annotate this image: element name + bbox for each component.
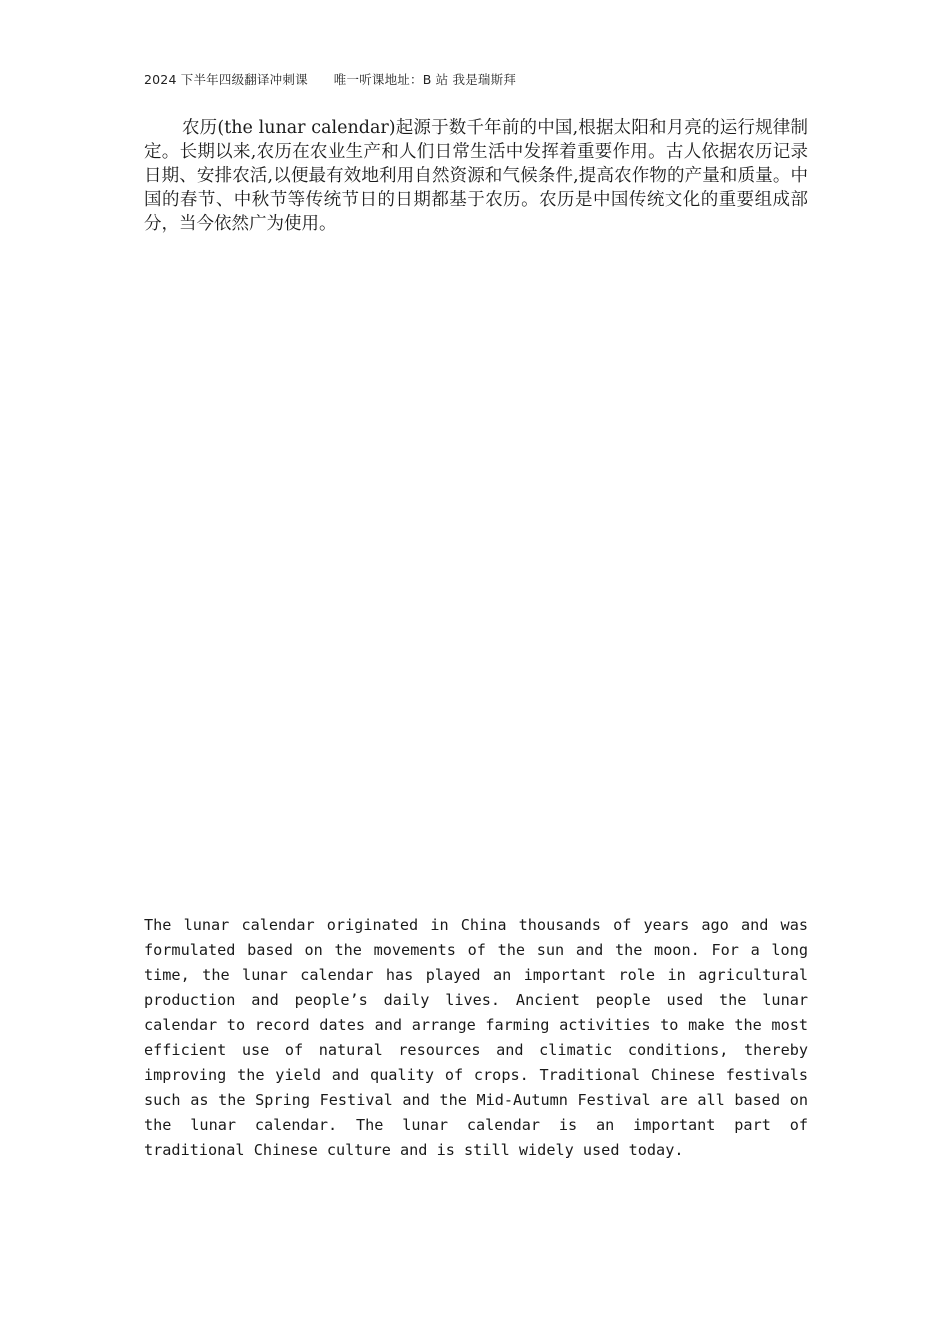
course-title: 2024 下半年四级翻译冲刺课 — [144, 72, 308, 87]
english-translation: The lunar calendar originated in China thousands of years ago and was formulated based on the movements of the sun and the moon. For a long time, the lunar calendar has played an important role in agricultural production and people’s daily lives. Ancient people used the lunar calendar to record dates and arrange farming activities to make the most efficient use of natural resources and climatic conditions, thereby improving the yield and quality of crops. Traditional Chinese festivals such as the Spring Festival and the Mid-Autumn Festival are all based on the lunar calendar. The lunar calendar is an important part of traditional Chinese culture and is still widely used today. — [144, 916, 808, 1159]
chinese-passage: 农历(the lunar calendar)起源于数千年前的中国,根据太阳和月亮的运行规律制定。长期以来,农历在农业生产和人们日常生活中发挥着重要作用。古人依据农历记录日期、安排农活,以便最有效地利用自然资源和气候条件,提高农作物的产量和质量。中国的春节、中秋节等传统节日的日期都基于农历。农历是中国传统文化的重要组成部分，当今依然广为使用。 — [144, 118, 808, 234]
page-header — [144, 70, 516, 88]
lecture-source: 唯一听课地址：B 站 我是瑞斯拜 — [333, 72, 517, 87]
